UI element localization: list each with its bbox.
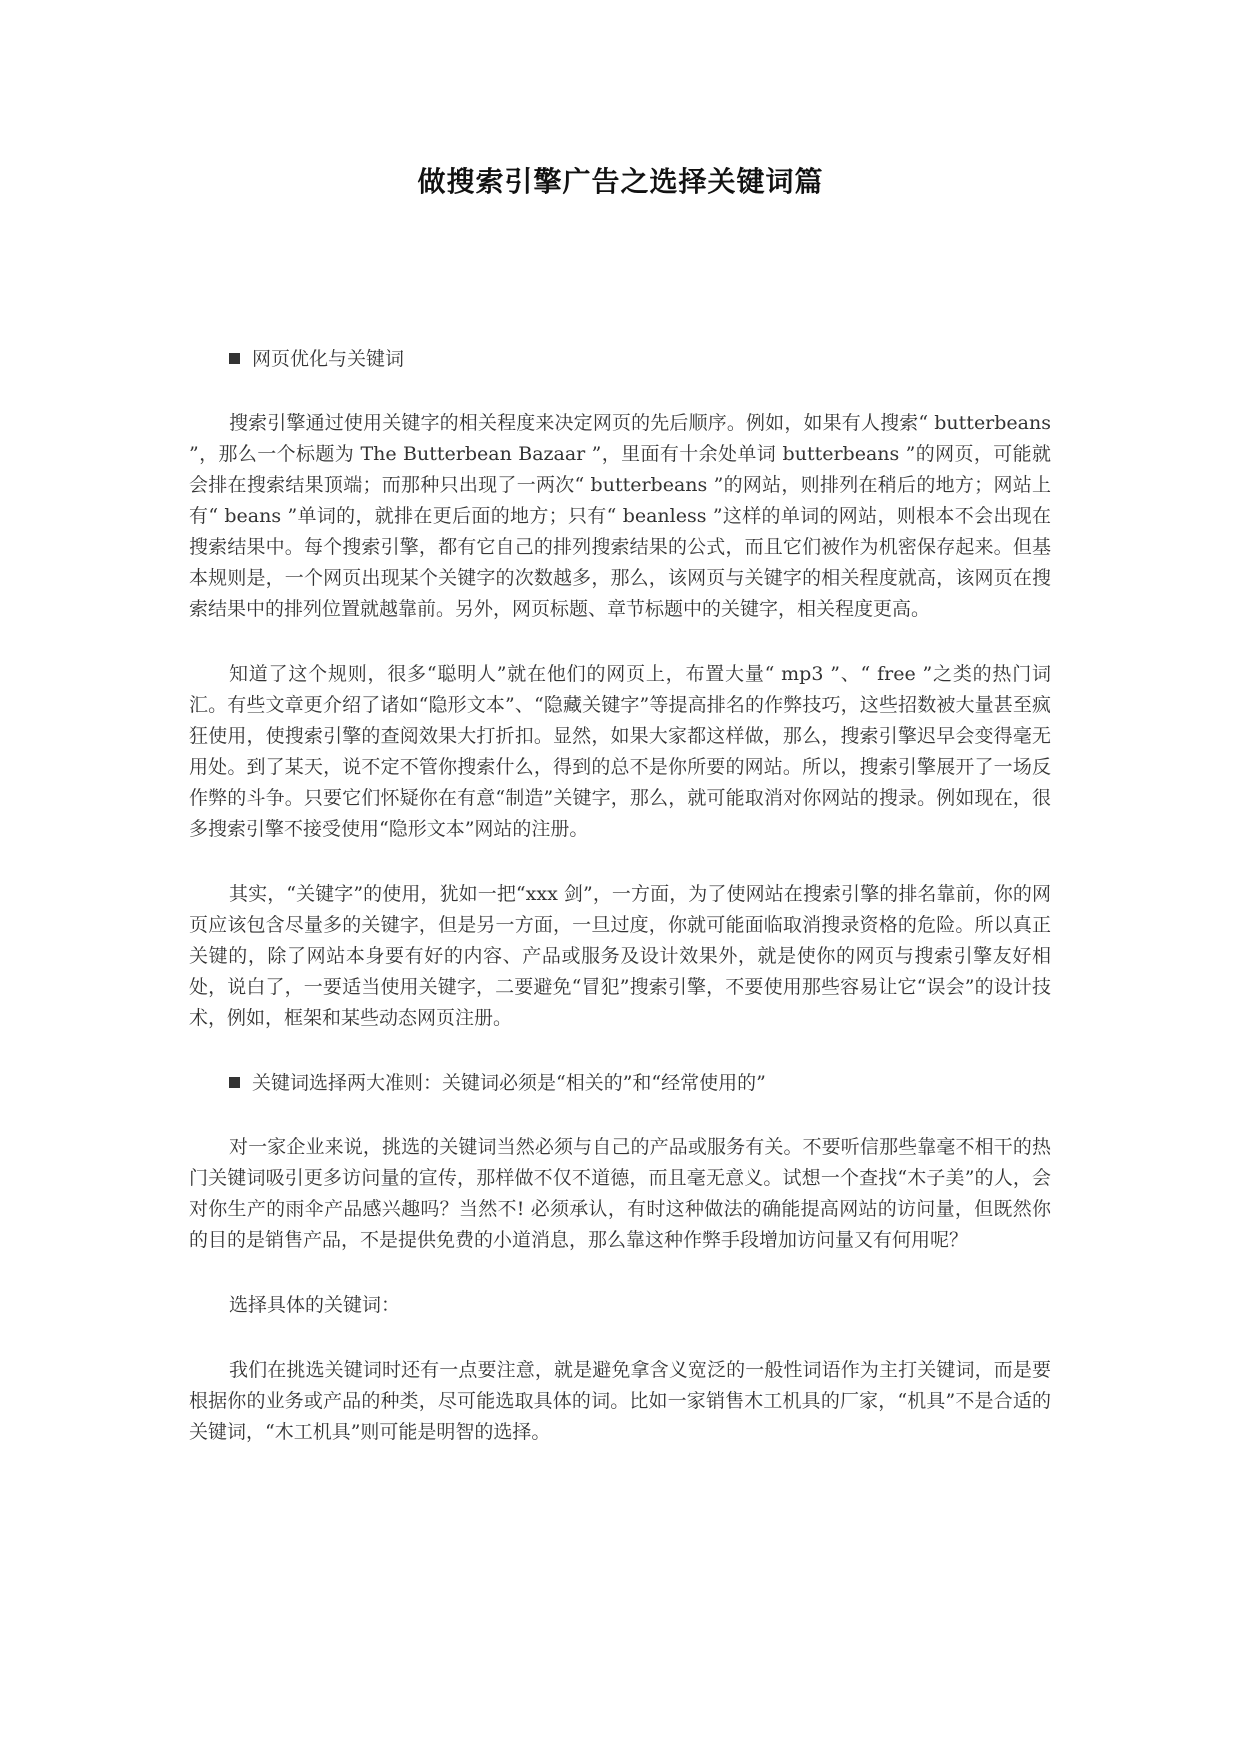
paragraph: 我们在挑选关键词时还有一点要注意，就是避免拿含义宽泛的一般性词语作为主打关键词，而是要根据你的业务或产品的种类，尽可能选取具体的词。比如一家销售木工机具的厂家，“机具”不是合适的关键词，“木工机具”则可能是明智的选择。 [189, 1359, 1051, 1443]
paragraph: 知道了这个规则，很多“聪明人”就在他们的网页上，布置大量“ mp3 ”、“ free ”之类的热门词汇。有些文章更介绍了诸如“隐形文本”、“隐藏关键字”等提高排名的作弊技巧，这些招数被大量甚至疯狂使用，使搜索引擎的查阅效果大打折扣。显然，如果大家都这样做，那么，搜索引擎迟早会变得毫无用处。到了某天，说不定不管你搜索什么，得到的总不是你所要的网站。所以，搜索引擎展开了一场反作弊的斗争。只要它们怀疑你在有意“制造”关键字，那么，就可能取消对你网站的搜录。例如现在，很多搜索引擎不接受使用“隐形文本”网站的注册。 [189, 663, 1051, 840]
section-heading-text: 网页优化与关键词 [252, 348, 405, 370]
document-title: 做搜索引擎广告之选择关键词篇 [417, 165, 824, 198]
paragraph: 搜索引擎通过使用关键字的相关程度来决定网页的先后顺序。例如，如果有人搜索“ butterbeans ”，那么一个标题为 The Butterbean Bazaar ”，里面有十余处单词 butterbeans ”的网页，可能就会排在搜索结果顶端；而那种只出现了一两次“ butterbeans ”的网站，则排列在稍后的地方；网站上有“ beans ”单词的，就排在更后面的地方；只有“ beanless ”这样的单词的网站，则根本不会出现在搜索结果中。每个搜索引擎，都有它自己的排列搜索结果的公式，而且它们被作为机密保存起来。但基本规则是，一个网页出现某个关键字的次数越多，那么，该网页与关键字的相关程度就高，该网页在搜索结果中的排列位置就越靠前。另外，网页标题、章节标题中的关键字，相关程度更高。 [189, 412, 1051, 620]
section-heading [189, 344, 1051, 375]
document-body [189, 344, 1051, 1482]
subheading-paragraph: 选择具体的关键词： [229, 1294, 401, 1316]
section-heading [189, 1068, 1051, 1099]
paragraph: 对一家企业来说，挑选的关键词当然必须与自己的产品或服务有关。不要听信那些靠毫不相干的热门关键词吸引更多访问量的宣传，那样做不仅不道德，而且毫无意义。试想一个查找“木子美”的人，会对你生产的雨伞产品感兴趣吗？当然不! 必须承认，有时这种做法的确能提高网站的访问量，但既然你的目的是销售产品，不是提供免费的小道消息，那么靠这种作弊手段增加访问量又有何用呢？ [189, 1136, 1051, 1251]
paragraph: 其实，“关键字”的使用，犹如一把“xxx 剑”，一方面，为了使网站在搜索引擎的排名靠前，你的网页应该包含尽量多的关键字，但是另一方面，一旦过度，你就可能面临取消搜录资格的危险。所以真正关键的，除了网站本身要有好的内容、产品或服务及设计效果外，就是使你的网页与搜索引擎友好相处，说白了，一要适当使用关键字，二要避免“冒犯”搜索引擎，不要使用那些容易让它“误会”的设计技术，例如，框架和某些动态网页注册。 [189, 883, 1051, 1029]
square-bullet-icon [229, 1077, 240, 1088]
square-bullet-icon [229, 353, 240, 364]
section-heading-text: 关键词选择两大准则：关键词必须是“相关的”和“经常使用的” [252, 1072, 766, 1094]
